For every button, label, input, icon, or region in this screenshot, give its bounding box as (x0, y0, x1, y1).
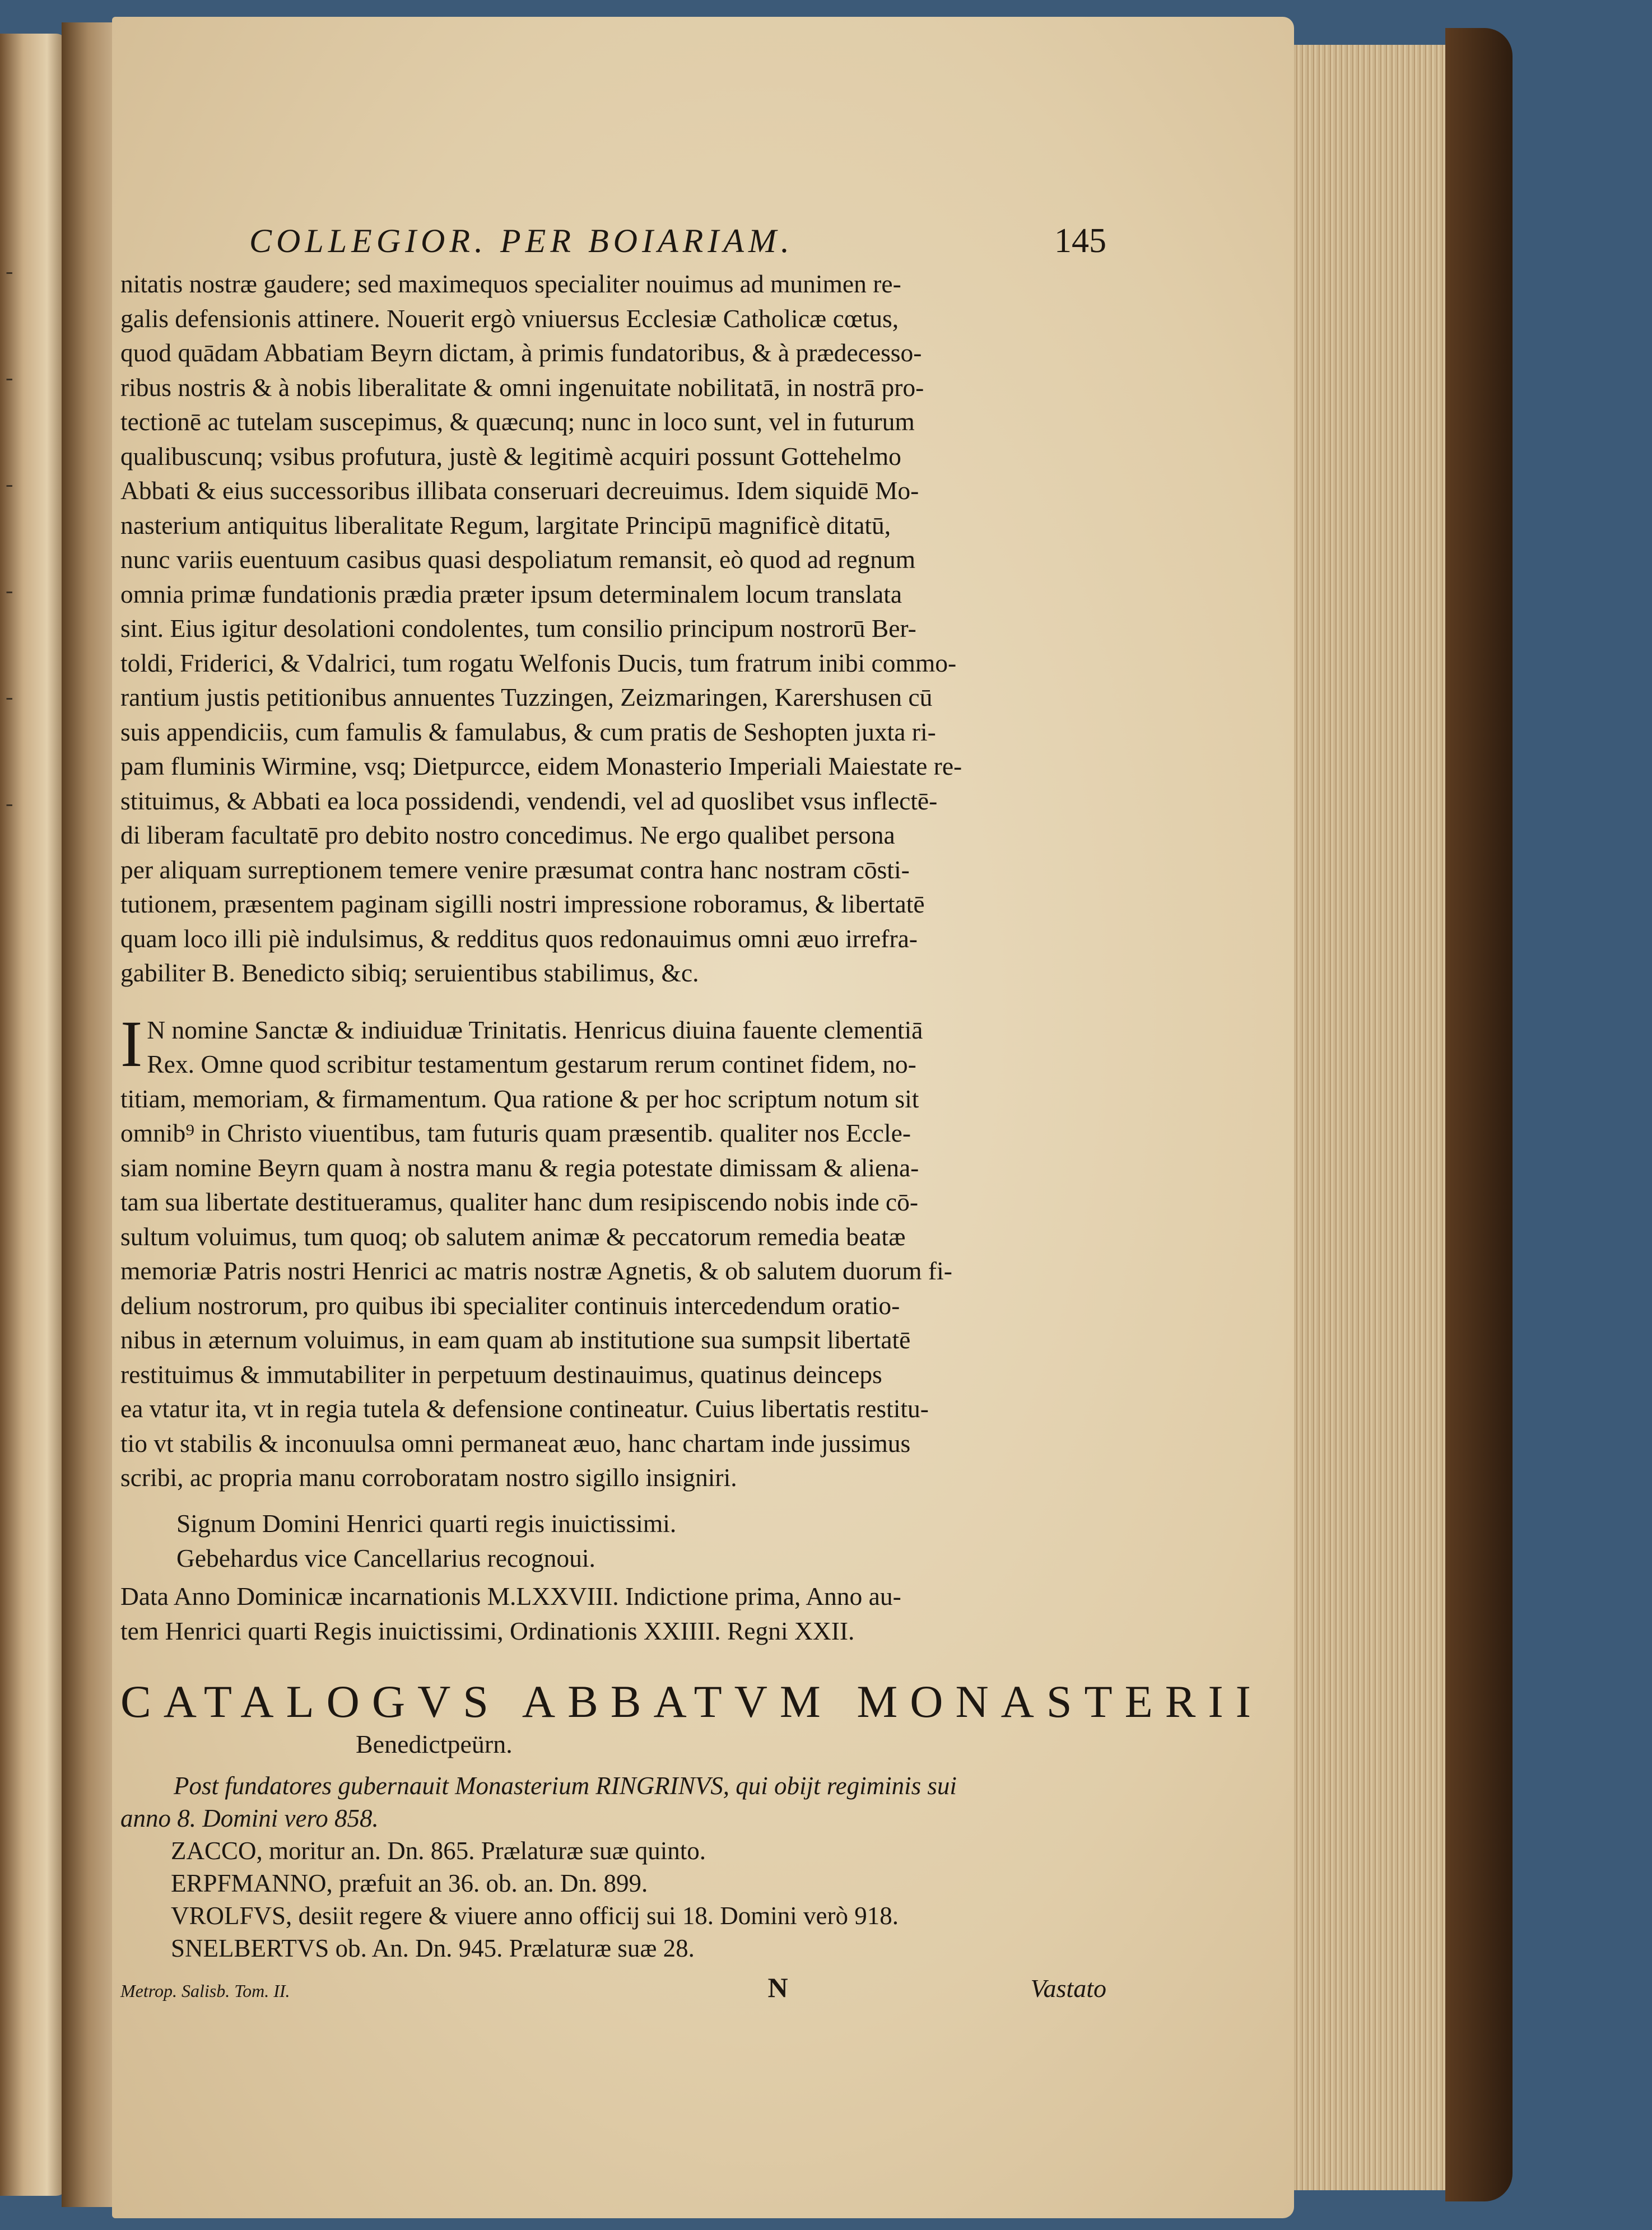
text-line: galis defensionis attinere. Nouerit ergò vniuersus Ecclesiæ Catholicæ cœtus, (120, 304, 899, 333)
signature-line: Gebehardus vice Cancellarius recognoui. (176, 1543, 595, 1572)
text-line: N nomine Sanctæ & indiuiduæ Trinitatis. Henricus diuina fauente clementiā (147, 1015, 923, 1044)
text-line: tio vt stabilis & inconuulsa omni permaneat æuo, hanc chartam inde jussimus (120, 1428, 911, 1458)
text-line: omnia primæ fundationis prædia præter ipsum determinalem locum translata (120, 579, 902, 608)
text-line: nunc variis euentuum casibus quasi despoliatum remansit, eò quod ad regnum (120, 545, 916, 574)
left-page-edge (0, 34, 67, 2196)
text-line: rantium justis petitionibus annuentes Tuzzingen, Zeizmaringen, Karershusen cū (120, 683, 933, 711)
text-line: quod quādam Abbatiam Beyrn dictam, à primis fundatoribus, & à prædecesso- (120, 338, 922, 367)
text-line: suis appendiciis, cum famulis & famulabus, & cum pratis de Seshopten juxta ri- (120, 717, 936, 746)
text-line: tectionē ac tutelam suscepimus, & quæcunq; nunc in loco sunt, vel in futurum (120, 407, 915, 436)
charter-signatures (176, 1506, 1106, 1576)
text-line: sultum voluimus, tum quoq; ob salutem animæ & peccatorum remedia beatæ (120, 1222, 906, 1251)
text-line: ribus nostris & à nobis liberalitate & omni ingenuitate nobilitatā, in nostrā pro- (120, 373, 924, 402)
page-number: 145 (1054, 222, 1106, 260)
text-line: delium nostrorum, pro quibus ibi specialiter continuis intercedendum oratio- (120, 1291, 900, 1320)
text-line: ea vtatur ita, vt in regia tutela & defensione contineatur. Cuius libertatis restitu- (120, 1394, 929, 1423)
text-line: nibus in æternum voluimus, in eam quam ab institutione sua sumpsit libertatē (120, 1325, 911, 1354)
catalog-subtitle: Benedictpeürn. (356, 1729, 513, 1758)
text-line: tam sua libertate destitueramus, qualiter hanc dum resipiscendo nobis inde cō- (120, 1188, 918, 1216)
left-page-margin-marks: - - - - - - (6, 258, 13, 816)
text-line: Abbati & eius successoribus illibata conseruari decreuimus. Idem siquidē Mo- (120, 476, 919, 505)
running-head-title: COLLEGIOR. PER BOIARIAM. (249, 222, 794, 259)
text-line: stituimus, & Abbati ea loca possidendi, vendendi, vel ad quoslibet vsus inflectē- (120, 786, 938, 815)
catchword: Vastato (1030, 1973, 1106, 2003)
text-line: per aliquam surreptionem temere venire præsumat contra hanc nostram cōsti- (120, 855, 910, 884)
abbot-entry: SNELBERTVS ob. An. Dn. 945. Prælaturæ suæ 28. (171, 1934, 695, 1962)
page-block-edge (1283, 45, 1468, 2190)
catalog-title: CATALOGVS ABBATVM MONASTERII (120, 1675, 1263, 1727)
text-line: quam loco illi piè indulsimus, & redditus quos redonauimus omni æuo irrefra- (120, 924, 918, 953)
charter-one (120, 267, 1106, 990)
charter-dating (120, 1579, 1106, 1649)
text-line: nasterium antiquitus liberalitate Regum, largitate Principū magnificè ditatū, (120, 510, 891, 539)
signature-mark: N (767, 1971, 788, 2003)
abbot-list (120, 1770, 1106, 1964)
abbot-entry: VROLFVS, desiit regere & viuere anno officij sui 18. Domini verò 918. (171, 1901, 899, 1930)
signature-line: Signum Domini Henrici quarti regis inuictissimi. (176, 1509, 677, 1538)
text-line: scribi, ac propria manu corroboratam nostro sigillo insigniri. (120, 1463, 737, 1492)
running-head (249, 221, 1106, 261)
text-line: di liberam facultatē pro debito nostro concedimus. Ne ergo qualibet persona (120, 821, 895, 849)
drop-cap: I (120, 1007, 143, 1081)
dating-line: Data Anno Dominicæ incarnationis M.LXXVIII. Indictione prima, Anno au- (120, 1581, 901, 1610)
text-line: omnib⁹ in Christo viuentibus, tam futuris quam præsentib. qualiter nos Eccle- (120, 1119, 911, 1147)
abbot-intro-continued: anno 8. Domini vero 858. (120, 1804, 379, 1832)
text-line: toldi, Friderici, & Vdalrici, tum rogatu Welfonis Ducis, tum fratrum inibi commo- (120, 648, 957, 677)
abbot-intro: Post fundatores gubernauit Monasterium RINGRINVS, qui obijt regiminis sui (174, 1771, 957, 1800)
text-line: pam fluminis Wirmine, vsq; Dietpurcce, eidem Monasterio Imperiali Maiestate re- (120, 752, 962, 780)
dating-line: tem Henrici quarti Regis inuictissimi, Ordinationis XXIIII. Regni XXII. (120, 1616, 855, 1645)
imprint-note: Metrop. Salisb. Tom. II. (120, 1980, 290, 2001)
text-line: restituimus & immutabiliter in perpetuum destinauimus, quatinus deinceps (120, 1360, 882, 1389)
text-line: sint. Eius igitur desolationi condolentes, tum consilio principum nostrorū Ber- (120, 614, 916, 643)
text-line: Rex. Omne quod scribitur testamentum gestarum rerum continet fidem, no- (147, 1050, 916, 1078)
abbot-entry: ZACCO, moritur an. Dn. 865. Prælaturæ suæ quinto. (171, 1836, 706, 1865)
charter-two (120, 1007, 1106, 1495)
text-line: qualibuscunq; vsibus profutura, justè & legitimè acquiri possunt Gottehelmo (120, 441, 901, 471)
text-line: siam nomine Beyrn quam à nostra manu & regia potestate dimissam & aliena- (120, 1153, 919, 1182)
text-line: memoriæ Patris nostri Henrici ac matris nostræ Agnetis, & ob salutem duorum fi- (120, 1256, 952, 1285)
page-text-block (120, 221, 1263, 2004)
abbot-entry: ERPFMANNO, præfuit an 36. ob. an. Dn. 899. (171, 1869, 648, 1897)
text-line: tutionem, præsentem paginam sigilli nostri impressione roboramus, & libertatē (120, 890, 925, 918)
text-line: titiam, memoriam, & firmamentum. Qua ratione & per hoc scriptum notum sit (120, 1084, 919, 1113)
page-footer (120, 1971, 1106, 2004)
text-line: gabiliter B. Benedicto sibiq; seruientibus stabilimus, &c. (120, 958, 699, 987)
text-line: nitatis nostræ gaudere; sed maximequos specialiter nouimus ad munimen re- (120, 269, 901, 298)
book-cover-edge (1445, 28, 1513, 2201)
